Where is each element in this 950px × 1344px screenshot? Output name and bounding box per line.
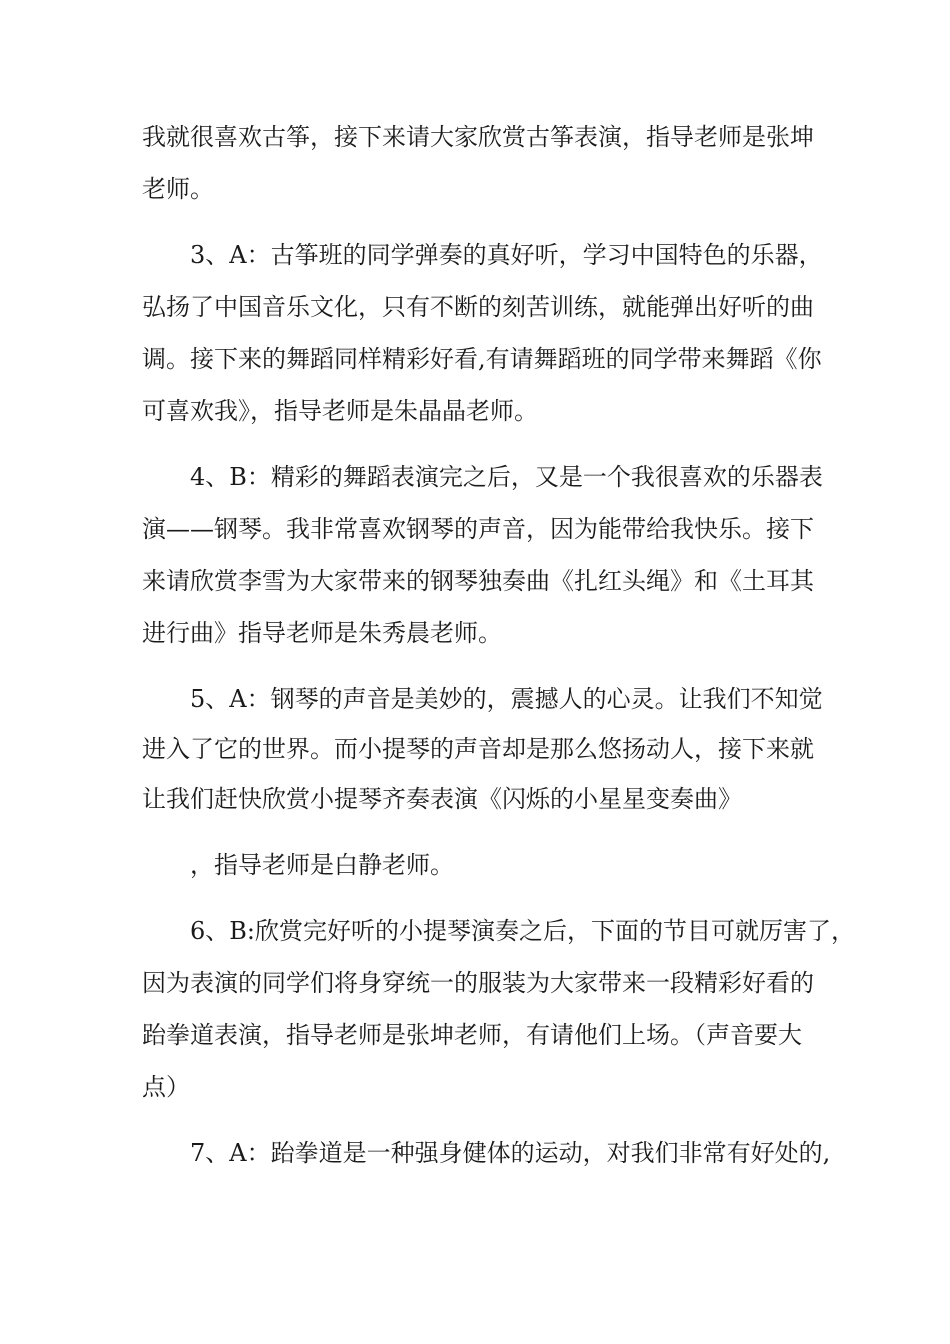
text-line: 让我们赶快欣赏小提琴齐奏表演《闪烁的小星星变奏曲》: [142, 785, 742, 813]
text-line: 跆拳道表演，指导老师是张坤老师，有请他们上场。（声音要大: [142, 1021, 802, 1049]
paragraph-3-start: 3、A：古筝班的同学弹奏的真好听，学习中国特色的乐器，: [190, 241, 823, 269]
text-line: 我就很喜欢古筝，接下来请大家欣赏古筝表演，指导老师是张坤: [142, 123, 814, 151]
text-line: 因为表演的同学们将身穿统一的服装为大家带来一段精彩好看的: [142, 969, 814, 997]
text-line: 调。接下来的舞蹈同样精彩好看,有请舞蹈班的同学带来舞蹈《你: [142, 345, 822, 373]
text-line: 演——钢琴。我非常喜欢钢琴的声音，因为能带给我快乐。接下: [142, 515, 814, 543]
text-line: 可喜欢我》，指导老师是朱晶晶老师。: [142, 397, 538, 425]
text-line: 弘扬了中国音乐文化，只有不断的刻苦训练，就能弹出好听的曲: [142, 293, 814, 321]
text-line: 点）: [142, 1073, 190, 1101]
paragraph-4-start: 4、B：精彩的舞蹈表演完之后，又是一个我很喜欢的乐器表: [190, 463, 823, 491]
text-line: 进行曲》指导老师是朱秀晨老师。: [142, 619, 502, 647]
text-line: 进入了它的世界。而小提琴的声音却是那么悠扬动人，接下来就: [142, 735, 814, 763]
paragraph-6-start: 6、B:欣赏完好听的小提琴演奏之后，下面的节目可就厉害了，: [190, 917, 855, 945]
paragraph-5-start: 5、A：钢琴的声音是美妙的，震撼人的心灵。让我们不知觉: [190, 685, 823, 713]
text-line: 老师。: [142, 175, 214, 203]
text-line: 来请欣赏李雪为大家带来的钢琴独奏曲《扎红头绳》和《土耳其: [142, 567, 814, 595]
text-line: ，指导老师是白静老师。: [190, 851, 454, 879]
paragraph-7-start: 7、A：跆拳道是一种强身健体的运动，对我们非常有好处的,: [190, 1139, 831, 1167]
